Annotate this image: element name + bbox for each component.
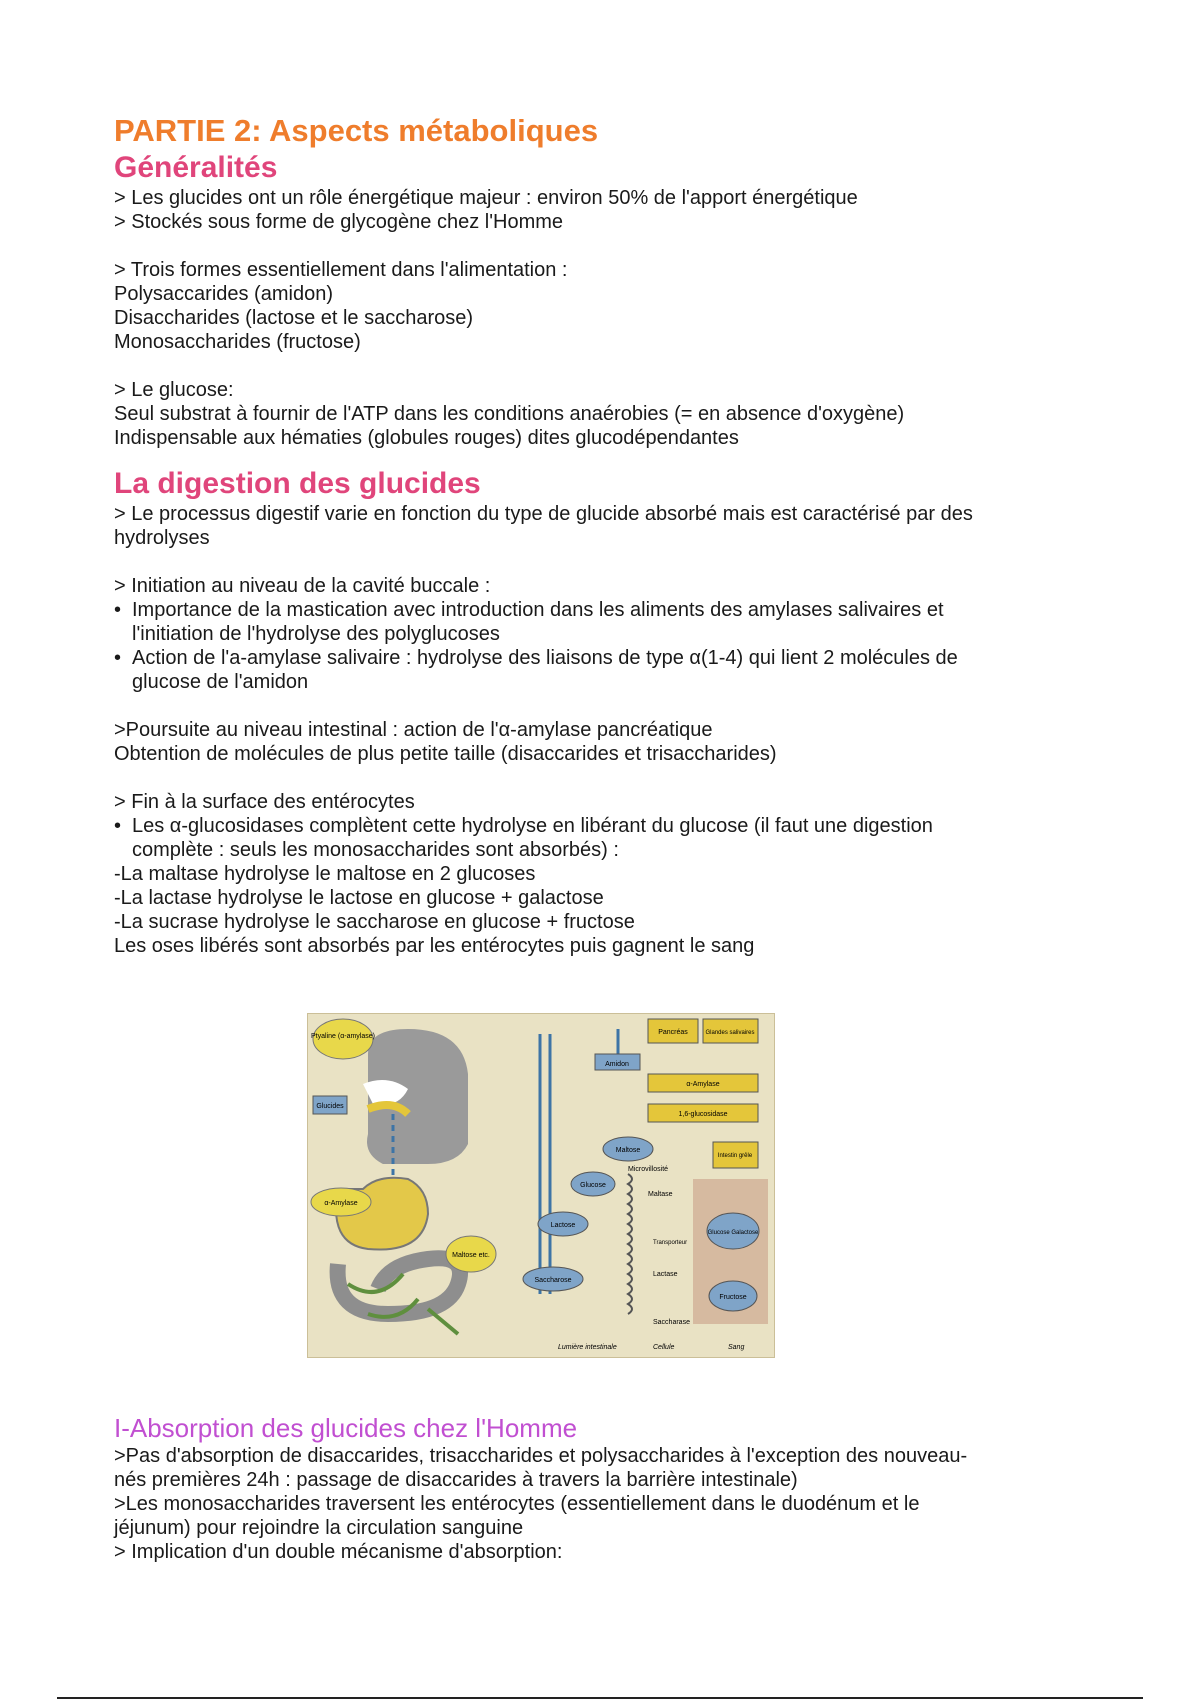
text-line: >Pas d'absorption de disaccarides, trisaccharides et polysaccharides à l'exception des nouveau- [114,1445,968,1467]
text-line: hydrolyses [114,527,210,549]
maltose-label: Maltose [615,1147,641,1154]
bullet-item [114,646,1094,694]
text-line: Disaccharides (lactose et le saccharose) [114,307,474,329]
bullet-item [114,598,1094,646]
fructose-label: Fructose [719,1294,747,1301]
bullet-text: glucose de l'amidon [132,671,309,693]
text-line: > Les glucides ont un rôle énergétique majeur : environ 50% de l'apport énergétique [114,187,858,209]
page-title: PARTIE 2: Aspects métaboliques [114,113,599,148]
lactose-label: Lactose [550,1222,576,1229]
saccharose-label: Saccharose [534,1277,572,1284]
alpha-amylase-label: α-Amylase [686,1081,720,1088]
section-heading-digestion: La digestion des glucides [114,467,481,500]
bullet-text: • Les α-glucosidases complètent cette hydrolyse en libérant du glucose (il faut une digestion [132,815,933,837]
glucose-label: Glucose [580,1182,606,1189]
glandes-label: Glandes salivaires [705,1030,755,1036]
digestion-diagram [308,1014,774,1357]
bullet-text: complète : seuls les monosaccharides sont absorbés) : [132,839,619,861]
text-line: Polysaccarides (amidon) [114,283,333,305]
text-line: -La sucrase hydrolyse le saccharose en glucose + fructose [114,911,635,933]
microvilli-membrane [628,1174,632,1314]
text-line: nés premières 24h : passage de disaccarides à travers la barrière intestinale) [114,1469,798,1491]
lumiere-label: Lumière intestinale [558,1344,617,1351]
glucosidase-label: 1,6-glucosidase [678,1111,728,1118]
cellule-label: Cellule [653,1344,675,1351]
text-line: -La maltase hydrolyse le maltose en 2 glucoses [114,863,536,885]
bullet-text: • Action de l'a-amylase salivaire : hydrolyse des liaisons de type α(1-4) qui lient 2 molécules de [132,647,958,669]
text-line: > Le processus digestif varie en fonction du type de glucide absorbé mais est caractérisé par des [114,503,973,525]
intestin-label: Intestin grêle [717,1153,753,1159]
saccharase-label: Saccharase [653,1319,690,1326]
page-bottom-rule [57,1697,1143,1699]
text-line: >Les monosaccharides traversent les entérocytes (essentiellement dans le duodénum et le [114,1493,920,1515]
text-line: Monosaccharides (fructose) [114,331,361,353]
lactase-label: Lactase [653,1271,678,1278]
digestion-diagram-figure [307,1013,775,1358]
intestine-loop [338,1258,460,1314]
maltase-label: Maltase [648,1191,673,1198]
absorption-section [114,1412,1094,1564]
glucides-label: Glucides [316,1103,344,1110]
text-line: Les oses libérés sont absorbés par les entérocytes puis gagnent le sang [114,935,755,957]
bullet-item [114,814,1094,862]
text-line: > Stockés sous forme de glycogène chez l'Homme [114,211,564,233]
text-line: > Initiation au niveau de la cavité buccale : [114,575,491,597]
text-line: Seul substrat à fournir de l'ATP dans les conditions anaérobies (= en absence d'oxygène) [114,403,905,425]
ptyaline-label: Ptyaline (α-amylase) [311,1033,375,1040]
text-line: Indispensable aux hématies (globules rouges) dites glucodépendantes [114,427,739,449]
section-heading-generalites: Généralités [114,151,278,184]
text-line: > Fin à la surface des entérocytes [114,791,415,813]
bullet-text: l'initiation de l'hydrolyse des polyglucoses [132,623,500,645]
text-line: -La lactase hydrolyse le lactose en glucose + galactose [114,887,604,909]
text-line: > Le glucose: [114,379,234,401]
sang-label: Sang [728,1344,745,1351]
pancreas-label: Pancréas [658,1029,688,1036]
section-heading-absorption: I-Absorption des glucides chez l'Homme [114,1413,578,1443]
document-page [114,112,1094,958]
microvillosite-label: Microvillosité [628,1166,669,1173]
bullet-text: • Importance de la mastication avec introduction dans les aliments des amylases salivaires et [132,599,944,621]
amidon-label: Amidon [605,1061,629,1068]
maltose-etc-label: Maltose etc. [452,1252,490,1259]
amylase-label: α-Amylase [324,1200,358,1207]
transporteur-label: Transporteur [653,1240,688,1246]
text-line: > Implication d'un double mécanisme d'absorption: [114,1541,563,1563]
text-line: >Poursuite au niveau intestinal : action de l'α-amylase pancréatique [114,719,713,741]
text-line: jéjunum) pour rejoindre la circulation sanguine [114,1517,524,1539]
text-line: Obtention de molécules de plus petite taille (disaccarides et trisaccharides) [114,743,777,765]
glucose-galactose-label: Glucose Galactose [707,1230,759,1236]
text-line: > Trois formes essentiellement dans l'alimentation : [114,259,568,281]
